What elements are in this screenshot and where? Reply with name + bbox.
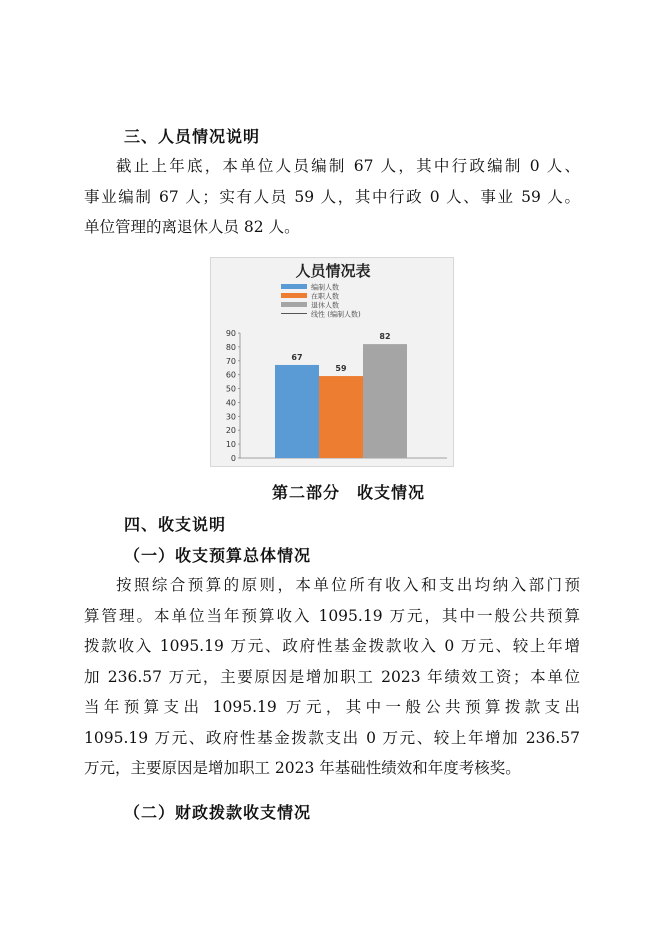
paragraph-line: 截止上年底，本单位人员编制 67 人，其中行政编制 0 人、 — [116, 157, 580, 175]
bar-value-label: 59 — [335, 364, 347, 374]
section-4-paragraph — [84, 570, 580, 784]
section-4-sub-2-heading: （二）财政拨款收支情况 — [124, 803, 312, 822]
legend-swatch — [281, 302, 307, 307]
bar-value-label: 82 — [379, 332, 391, 342]
paragraph-line: 单位管理的离退休人员 82 人。 — [84, 218, 300, 236]
bar-3 — [363, 344, 407, 458]
staff-chart — [210, 257, 454, 467]
bar-2 — [319, 376, 363, 458]
staff-chart-svg — [211, 258, 455, 468]
section-4-heading: 四、收支说明 — [124, 515, 227, 534]
paragraph-line: 当年预算支出 1095.19 万元，其中一般公共预算拨款支出 — [84, 698, 580, 716]
part-2-heading: 第二部分 收支情况 — [272, 483, 426, 502]
paragraph-line: 算管理。本单位当年预算收入 1095.19 万元，其中一般公共预算 — [84, 606, 580, 625]
chart-title: 人员情况表 — [295, 262, 371, 280]
paragraph-line: 事业编制 67 人；实有人员 59 人，其中行政 0 人、事业 59 人。 — [84, 187, 580, 206]
legend-label: 线性 (编制人数) — [311, 310, 361, 319]
y-tick-label: 90 — [225, 329, 236, 338]
legend-label: 在职人数 — [311, 292, 339, 301]
y-tick-label: 70 — [225, 356, 236, 366]
legend-swatch — [281, 293, 307, 298]
chart-legend — [281, 283, 361, 319]
paragraph-line: 按照综合预算的原则，本单位所有收入和支出均纳入部门预 — [116, 576, 580, 594]
y-tick-label: 50 — [225, 384, 236, 394]
section-3-heading: 三、人员情况说明 — [124, 127, 261, 146]
paragraph-line: 加 236.57 万元，主要原因是增加职工 2023 年绩效工资；本单位 — [84, 667, 580, 686]
legend-swatch — [281, 284, 307, 289]
section-4-sub-1-heading: （一）收支预算总体情况 — [124, 546, 312, 565]
paragraph-line: 1095.19 万元、政府性基金拨款支出 0 万元、较上年增加 236.57 — [84, 728, 580, 747]
y-tick-label: 40 — [225, 398, 236, 408]
paragraph-line: 万元，主要原因是增加职工 2023 年基础性绩效和年度考核奖。 — [84, 759, 521, 777]
chart-bars — [275, 332, 407, 458]
paragraph-line: 拨款收入 1095.19 万元、政府性基金拨款收入 0 万元、较上年增 — [84, 637, 580, 655]
y-tick-label: 10 — [225, 440, 236, 450]
legend-label: 退休人数 — [311, 301, 339, 310]
bar-1 — [275, 365, 319, 458]
y-tick-label: 80 — [225, 342, 236, 352]
y-tick-label: 60 — [225, 370, 236, 380]
y-tick-label: 30 — [225, 412, 236, 422]
legend-label: 编制人数 — [311, 283, 339, 292]
bar-value-label: 67 — [291, 352, 303, 362]
section-3-paragraph — [84, 151, 580, 243]
y-tick-label: 20 — [225, 426, 236, 436]
y-tick-label: 0 — [230, 454, 236, 463]
